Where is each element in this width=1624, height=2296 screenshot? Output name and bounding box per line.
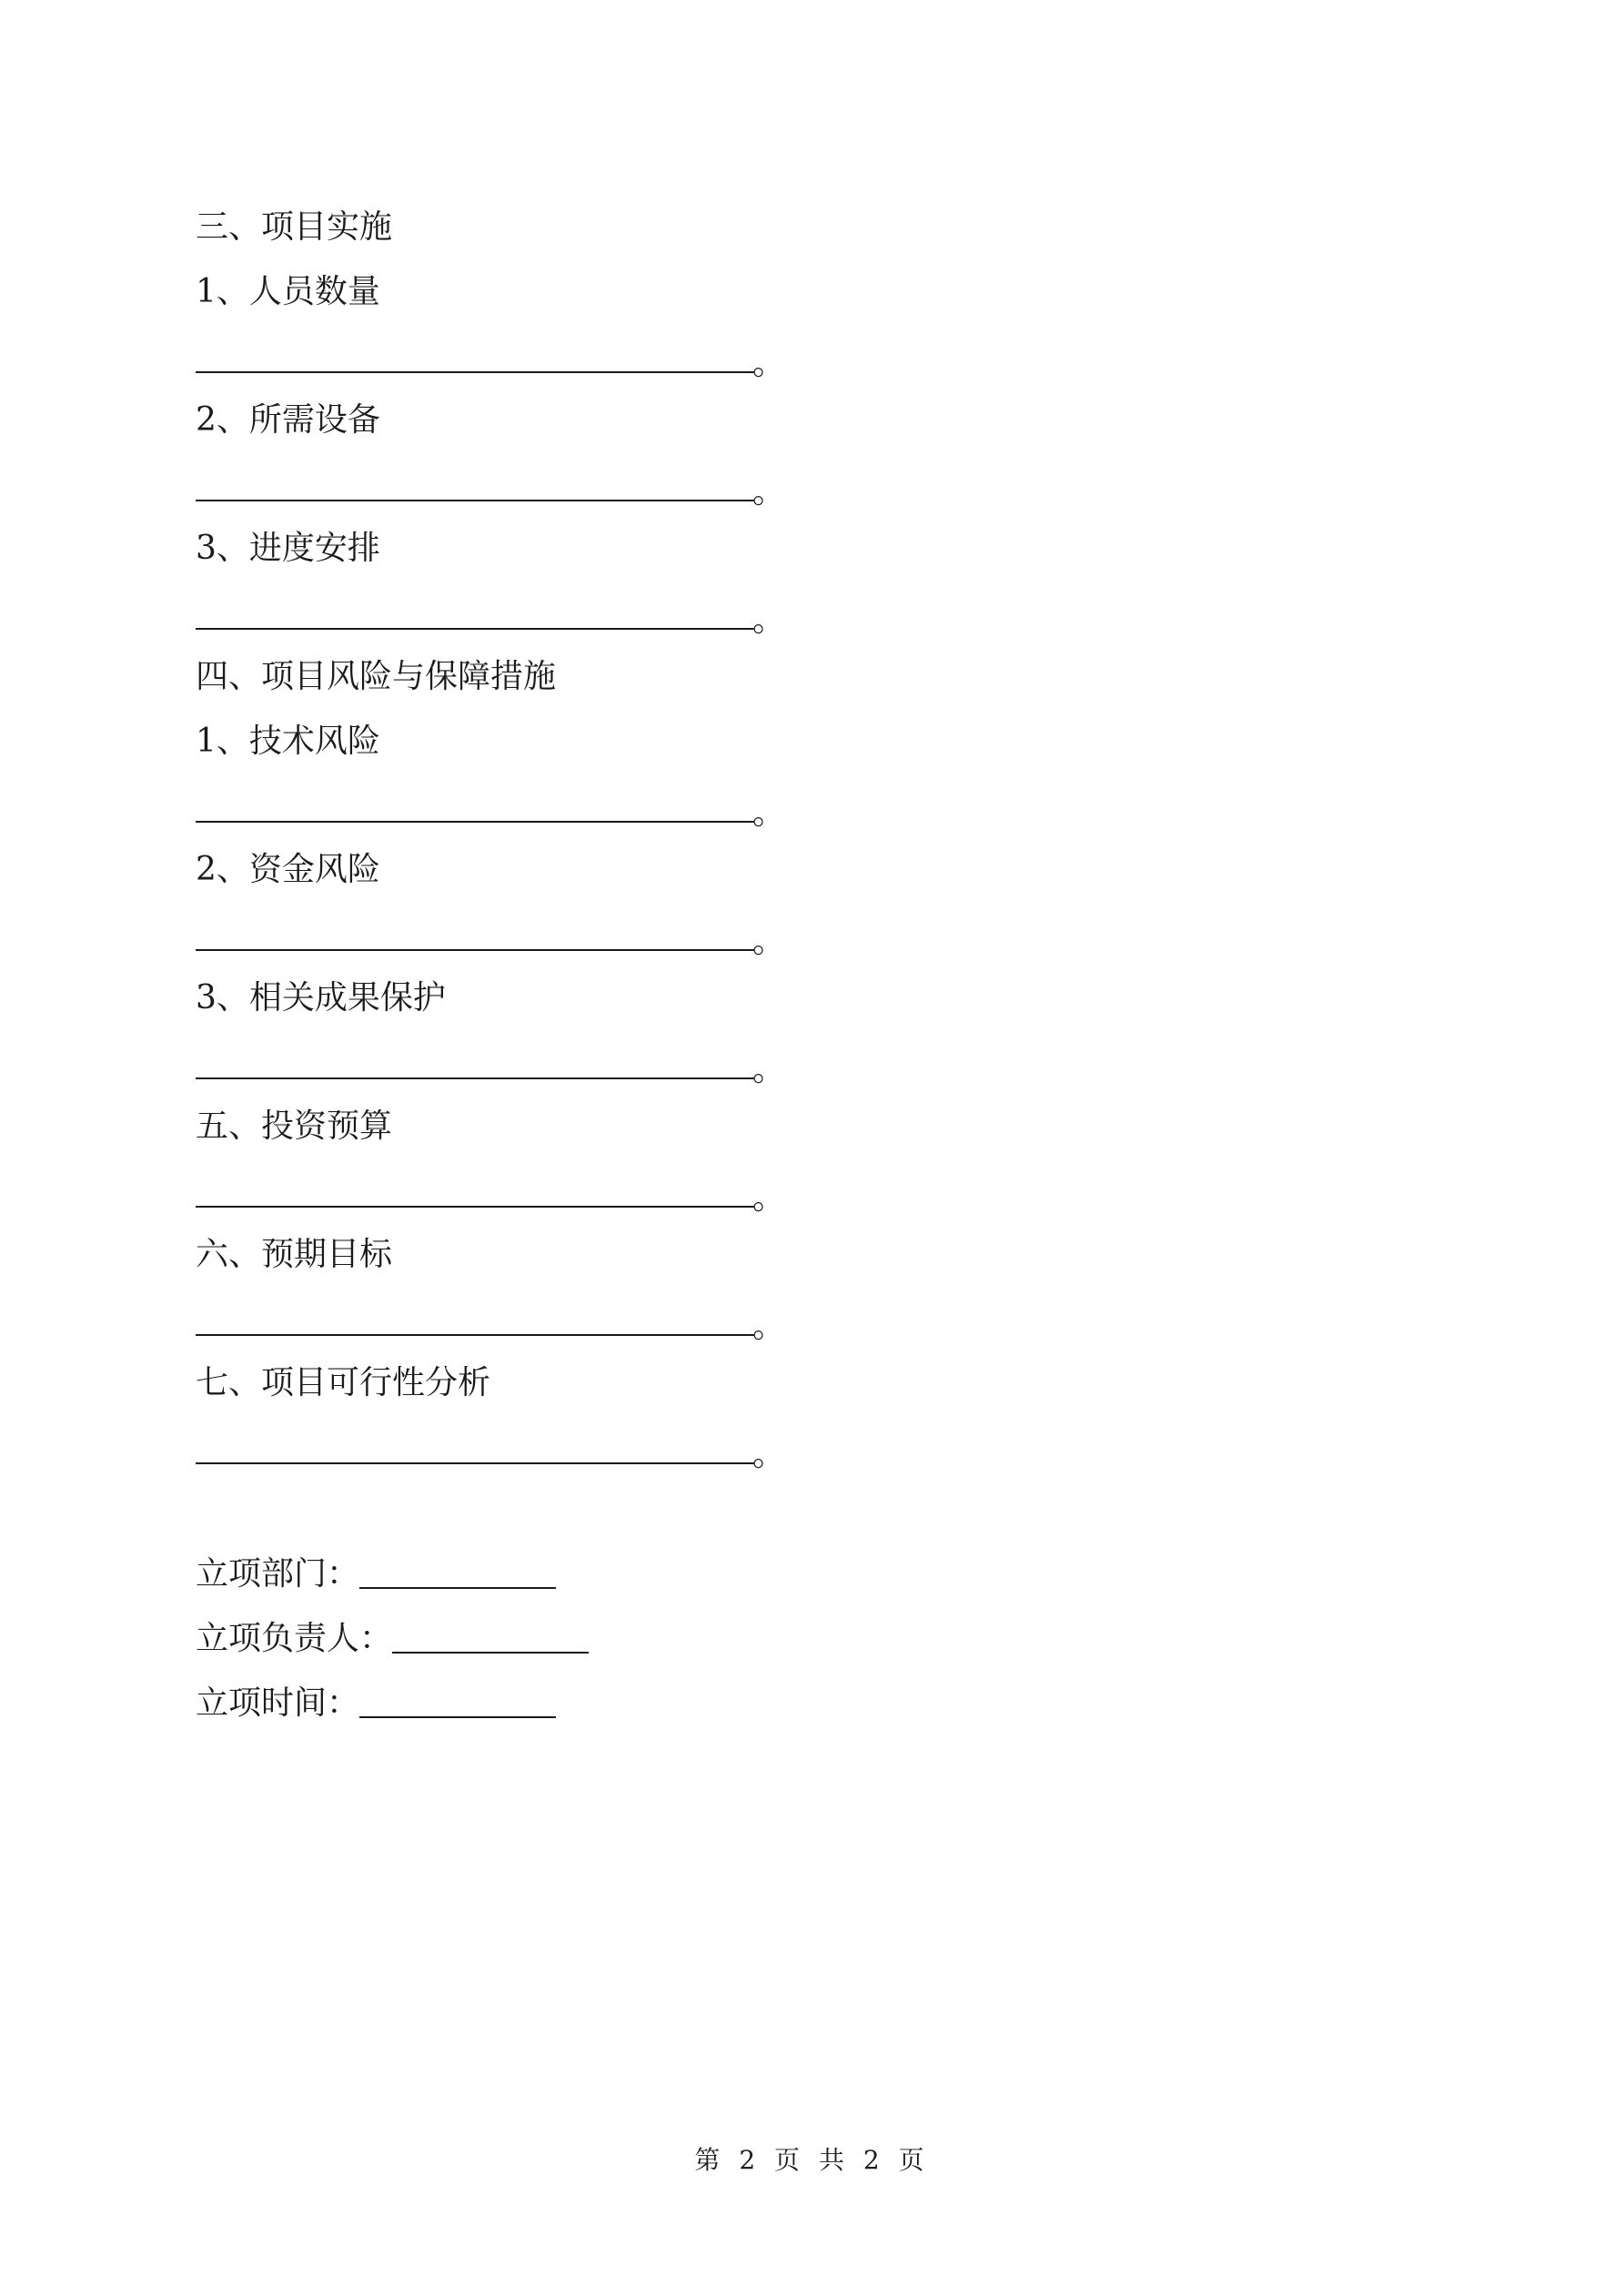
fill-in-blank[interactable] bbox=[196, 465, 786, 511]
period-mark: 。 bbox=[752, 473, 786, 511]
blank-underline bbox=[196, 949, 754, 951]
fill-in-blank[interactable] bbox=[196, 337, 786, 382]
item-technical-risk: 1、技术风险 bbox=[196, 723, 380, 760]
signoff-time bbox=[196, 1682, 556, 1725]
item-results-protection: 3、相关成果保护 bbox=[196, 979, 446, 1017]
period-mark: 。 bbox=[752, 1436, 786, 1473]
section-heading-implementation: 三、项目实施 bbox=[196, 208, 393, 246]
blank-underline bbox=[196, 1206, 754, 1208]
blank-underline bbox=[196, 1462, 754, 1464]
period-mark: 。 bbox=[752, 1051, 786, 1088]
fill-in-blank[interactable] bbox=[196, 1171, 786, 1217]
period-mark: 。 bbox=[752, 602, 786, 639]
fill-in-blank[interactable] bbox=[196, 1043, 786, 1088]
blank-underline bbox=[196, 500, 754, 501]
blank-underline bbox=[196, 371, 754, 373]
department-blank[interactable] bbox=[359, 1553, 556, 1589]
period-mark: 。 bbox=[752, 1179, 786, 1217]
fill-in-blank[interactable] bbox=[196, 593, 786, 639]
department-label: 立项部门： bbox=[196, 1555, 360, 1593]
item-staff-count: 1、人员数量 bbox=[196, 273, 380, 310]
fill-in-blank[interactable] bbox=[196, 1428, 786, 1473]
page-number-footer: 第 2 页 共 2 页 bbox=[694, 2145, 930, 2175]
signoff-department bbox=[196, 1553, 556, 1596]
section-heading-goals: 六、预期目标 bbox=[196, 1236, 393, 1273]
period-mark: 。 bbox=[752, 1308, 786, 1345]
fill-in-blank[interactable] bbox=[196, 786, 786, 832]
item-schedule: 3、进度安排 bbox=[196, 530, 380, 567]
item-funding-risk: 2、资金风险 bbox=[196, 851, 380, 888]
fill-in-blank[interactable] bbox=[196, 1300, 786, 1345]
fill-in-blank[interactable] bbox=[196, 915, 786, 960]
section-heading-risks: 四、项目风险与保障措施 bbox=[196, 658, 557, 695]
blank-underline bbox=[196, 821, 754, 823]
blank-underline bbox=[196, 1077, 754, 1079]
time-label: 立项时间： bbox=[196, 1684, 360, 1722]
period-mark: 。 bbox=[752, 345, 786, 382]
item-equipment: 2、所需设备 bbox=[196, 401, 380, 439]
blank-underline bbox=[196, 628, 754, 630]
period-mark: 。 bbox=[752, 923, 786, 960]
signoff-owner bbox=[196, 1617, 589, 1661]
blank-underline bbox=[196, 1334, 754, 1336]
section-heading-budget: 五、投资预算 bbox=[196, 1108, 393, 1145]
time-blank[interactable] bbox=[359, 1682, 556, 1718]
owner-blank[interactable] bbox=[392, 1617, 589, 1654]
period-mark: 。 bbox=[752, 794, 786, 832]
section-heading-feasibility: 七、项目可行性分析 bbox=[196, 1364, 491, 1401]
owner-label: 立项负责人： bbox=[196, 1620, 393, 1657]
